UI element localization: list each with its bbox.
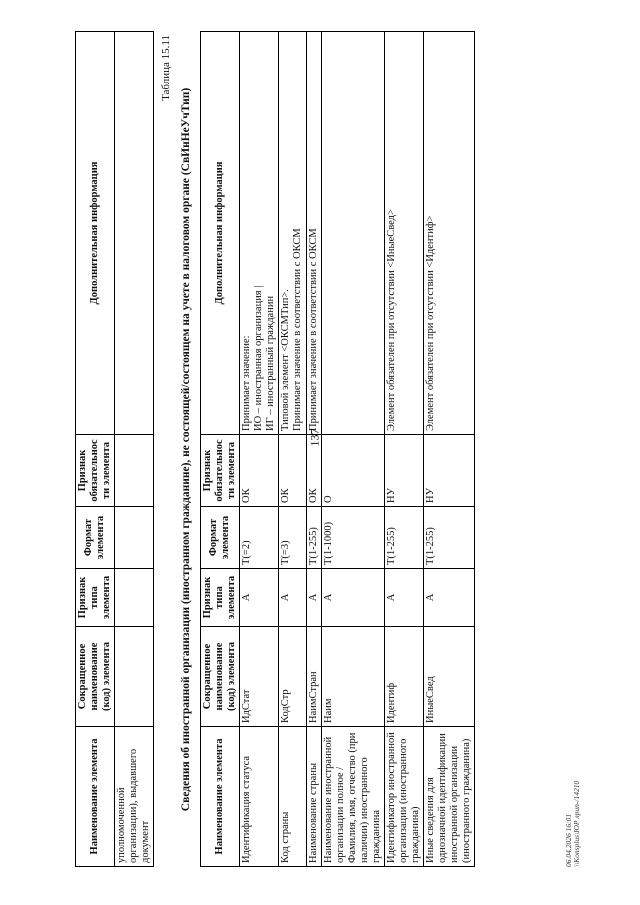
cell-name: Иные сведения для однозначной идентификации иностранной организации (иностранного гражданина) <box>424 727 475 867</box>
col-header-format: Формат элемента <box>201 507 240 569</box>
cell-name: Идентификатор иностранной организации (иностранного гражданина) <box>384 727 423 867</box>
cell-format: T(=2) <box>240 507 279 569</box>
cell-info <box>115 32 154 435</box>
cell-format: T(1-255) <box>384 507 423 569</box>
cell-code: ИныеСвед <box>424 627 475 727</box>
cell-required: ОК <box>240 435 279 507</box>
col-header-code: Сокращенное наименование (код) элемента <box>201 627 240 727</box>
table-number: Таблица 15.11 <box>160 35 172 101</box>
cell-info: Принимает значение в соответствии с ОКСМ <box>306 32 321 435</box>
cell-type: А <box>384 569 423 627</box>
table-row <box>321 32 384 867</box>
cell-format: T(1-255) <box>306 507 321 569</box>
stamp-path: \\Konsplus\ЮР лрип-/14210 <box>572 780 582 867</box>
cell-name: Код страны <box>279 727 306 867</box>
cell-required: ОК <box>306 435 321 507</box>
cell-code: Наим <box>321 627 384 727</box>
table-title: Сведения об иностранной организации (иностранном гражданине), не состоящей/состоящем на учете в налоговом органе (СвИнНеУчТип) <box>180 87 192 812</box>
cell-type <box>115 569 154 627</box>
cell-type: А <box>321 569 384 627</box>
table-header-row <box>201 32 240 867</box>
cell-format <box>115 507 154 569</box>
cell-code <box>115 627 154 727</box>
cell-info: Элемент обязателен при отсутствии <Идентиф> <box>424 32 475 435</box>
col-header-format: Формат элемента <box>76 507 115 569</box>
col-header-info: Дополнительная информация <box>201 32 240 435</box>
col-header-name: Наименование элемента <box>201 727 240 867</box>
cell-format: T(1-1000) <box>321 507 384 569</box>
cell-format: T(=3) <box>279 507 306 569</box>
cell-info: Элемент обязателен при отсутствии <ИныеСвед> <box>384 32 423 435</box>
table-row <box>115 32 154 867</box>
cell-code: НаимСтран <box>306 627 321 727</box>
cell-name: уполномоченной организации), выдавшего документ <box>115 727 154 867</box>
cell-info: Типовой элемент <ОКСМТип>. Принимает значение в соответствии с ОКСМ <box>279 32 306 435</box>
cell-code: Идентиф <box>384 627 423 727</box>
cell-code: ИдСтат <box>240 627 279 727</box>
cell-type: А <box>279 569 306 627</box>
cell-name: Наименование иностранной организации полное / Фамилия, имя, отчество (при наличии) иностранного гражданина <box>321 727 384 867</box>
col-header-name: Наименование элемента <box>76 727 115 867</box>
col-header-code: Сокращенное наименование (код) элемента <box>76 627 115 727</box>
table-row <box>240 32 279 867</box>
cell-required: О <box>321 435 384 507</box>
cell-name: Наименование страны <box>306 727 321 867</box>
cell-type: А <box>240 569 279 627</box>
col-header-type: Признак типа элемента <box>76 569 115 627</box>
cell-type: А <box>306 569 321 627</box>
col-header-required: Признак обязательности элемента <box>201 435 240 507</box>
cell-code: КодСтр <box>279 627 306 727</box>
col-header-required: Признак обязательности элемента <box>76 435 115 507</box>
cell-required: ОК <box>279 435 306 507</box>
cell-required: НУ <box>384 435 423 507</box>
table-continuation <box>75 31 154 867</box>
table-row <box>279 32 306 867</box>
cell-required: НУ <box>424 435 475 507</box>
cell-name: Идентификация статуса <box>240 727 279 867</box>
page-number: 137 <box>307 428 322 447</box>
cell-info: Принимает значение: ИО – иностранная организация | ИГ – иностранный гражданин <box>240 32 279 435</box>
cell-required <box>115 435 154 507</box>
print-stamp <box>565 781 582 867</box>
cell-info <box>321 32 384 435</box>
table-row <box>424 32 475 867</box>
stamp-date: 06.04.2026 16:01 <box>564 813 573 867</box>
cell-format: T(1-255) <box>424 507 475 569</box>
cell-type: А <box>424 569 475 627</box>
table-foreign-entity <box>200 31 475 867</box>
col-header-info: Дополнительная информация <box>76 32 115 435</box>
table-header-row <box>76 32 115 867</box>
table-row <box>306 32 321 867</box>
col-header-type: Признак типа элемента <box>201 569 240 627</box>
rotated-page-content <box>40 27 600 877</box>
table-row <box>384 32 423 867</box>
